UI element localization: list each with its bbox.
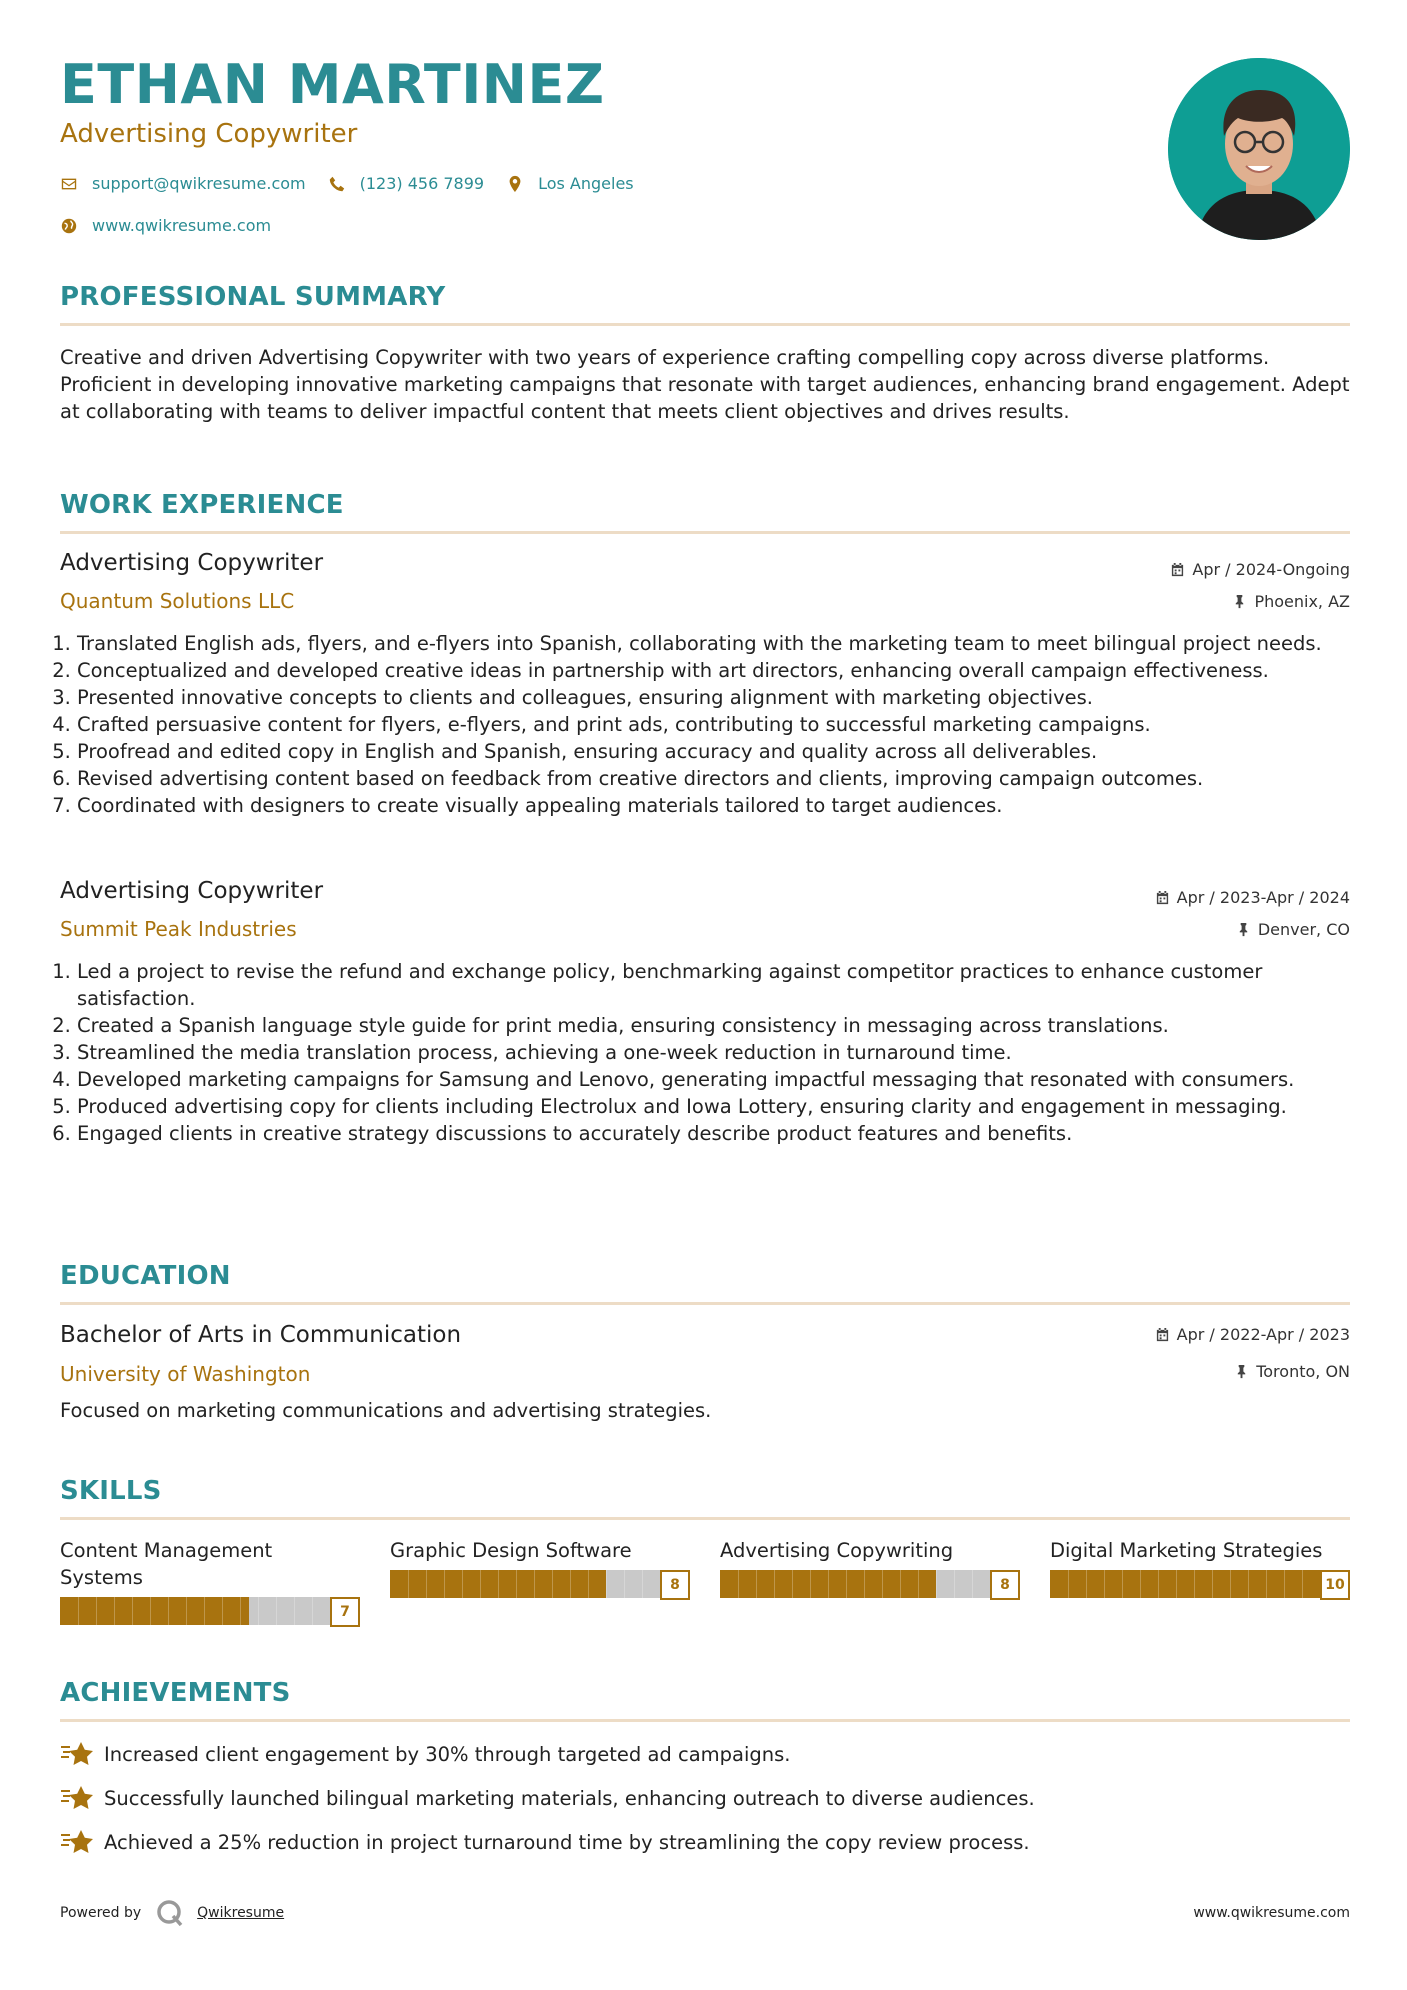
company-name: Quantum Solutions LLC — [60, 589, 295, 613]
contact-phone[interactable] — [328, 174, 484, 193]
education-description: Focused on marketing communications and advertising strategies. — [60, 1399, 712, 1422]
skill-track — [60, 1597, 330, 1625]
star-icon — [60, 1739, 94, 1769]
skill-segment — [240, 1597, 241, 1625]
skill-segment — [624, 1570, 625, 1598]
summary-text: Creative and driven Advertising Copywriter with two years of experience crafting compelling copy across diverse platforms. Proficient in developing innovative marketing campaigns that resonate with target audiences, enhancing brand engagement. Adept at collaborating with teams to deliver impactful content that meets client objectives and drives results. — [60, 346, 1350, 423]
contact-row — [60, 174, 656, 193]
star-icon — [60, 1827, 94, 1857]
achievement-item: Increased client engagement by 30% through targeted ad campaigns. — [60, 1739, 790, 1769]
job-bullets — [60, 958, 1367, 1147]
skill-segment — [1194, 1570, 1195, 1598]
skill-segment — [1104, 1570, 1105, 1598]
skill-segment — [1068, 1570, 1069, 1598]
list-item: 5. Produced advertising copy for clients including Electrolux and Iowa Lottery, ensuring clarity and engagement in messaging. — [77, 1093, 1367, 1120]
skill-segment — [954, 1570, 955, 1598]
skill-segment — [774, 1570, 775, 1598]
section-divider — [60, 1719, 1350, 1722]
skills-heading: SKILLS — [60, 1476, 1350, 1506]
skill-segment — [312, 1597, 313, 1625]
skill-segment — [444, 1570, 445, 1598]
skill-segment — [1122, 1570, 1123, 1598]
list-item: 7. Coordinated with designers to create visually appealing materials tailored to target audiences. — [77, 792, 1367, 819]
skill-segment — [810, 1570, 811, 1598]
job-location: Phoenix, AZ — [1232, 592, 1350, 611]
skill-segment — [462, 1570, 463, 1598]
skill-segment — [534, 1570, 535, 1598]
achievement-item: Successfully launched bilingual marketing materials, enhancing outreach to diverse audiences. — [60, 1783, 1035, 1813]
achievements-heading: ACHIEVEMENTS — [60, 1678, 1350, 1708]
summary-heading: PROFESSIONAL SUMMARY — [60, 282, 1350, 312]
skill-item — [1050, 1537, 1350, 1598]
company-name: Summit Peak Industries — [60, 917, 297, 941]
job-bullets — [60, 630, 1367, 819]
degree-title: Bachelor of Arts in Communication — [60, 1322, 462, 1348]
email-text: support@qwikresume.com — [92, 174, 306, 193]
skill-name: Digital Marketing Strategies — [1050, 1539, 1323, 1562]
skill-segment — [552, 1570, 553, 1598]
skill-segment — [114, 1597, 115, 1625]
skill-segment — [642, 1570, 643, 1598]
job-location: Denver, CO — [1236, 920, 1350, 939]
skill-segment — [1230, 1570, 1231, 1598]
website-text: www.qwikresume.com — [92, 216, 272, 235]
avatar-illustration — [1168, 58, 1350, 240]
globe-icon — [60, 217, 78, 235]
skill-segment — [276, 1597, 277, 1625]
skill-score: 7 — [330, 1597, 360, 1627]
skill-segment — [570, 1570, 571, 1598]
skill-bar — [60, 1597, 360, 1625]
list-item: 2. Created a Spanish language style guide for print media, ensuring consistency in messaging across translations. — [77, 1012, 1367, 1039]
skill-name: Advertising Copywriting — [720, 1539, 954, 1562]
section-divider — [60, 1302, 1350, 1305]
education-dates: Apr / 2022-Apr / 2023 — [1155, 1325, 1350, 1344]
contact-location — [506, 174, 634, 193]
map-pin-icon — [506, 175, 524, 193]
skill-item — [720, 1537, 1020, 1598]
star-icon — [60, 1783, 94, 1813]
skill-segment — [972, 1570, 973, 1598]
skill-segment — [1248, 1570, 1249, 1598]
skill-segment — [1086, 1570, 1087, 1598]
skill-segment — [864, 1570, 865, 1598]
skill-fill — [60, 1597, 249, 1625]
profile-photo — [1168, 58, 1350, 240]
phone-icon — [328, 175, 346, 193]
skill-segment — [846, 1570, 847, 1598]
job-dates: Apr / 2023-Apr / 2024 — [1155, 888, 1350, 907]
list-item: 6. Engaged clients in creative strategy discussions to accurately describe product features and benefits. — [77, 1120, 1367, 1147]
qwikresume-logo-icon — [155, 1898, 185, 1928]
skill-segment — [1176, 1570, 1177, 1598]
skill-segment — [936, 1570, 937, 1598]
skill-segment — [132, 1597, 133, 1625]
skill-fill — [1050, 1570, 1320, 1598]
calendar-icon — [1155, 1327, 1170, 1342]
skill-segment — [186, 1597, 187, 1625]
skill-segment — [294, 1597, 295, 1625]
phone-text: (123) 456 7899 — [359, 174, 485, 193]
list-item: 2. Conceptualized and developed creative ideas in partnership with art directors, enhancing overall campaign effectiveness. — [77, 657, 1367, 684]
skill-segment — [408, 1570, 409, 1598]
skill-segment — [78, 1597, 79, 1625]
skill-segment — [516, 1570, 517, 1598]
section-divider — [60, 531, 1350, 534]
list-item: 5. Proofread and edited copy in English and Spanish, ensuring accuracy and quality across all deliverables. — [77, 738, 1367, 765]
envelope-icon — [60, 175, 78, 193]
skill-item — [390, 1537, 690, 1598]
skill-segment — [900, 1570, 901, 1598]
powered-by-label: Powered by — [60, 1905, 142, 1921]
list-item: 3. Presented innovative concepts to clients and colleagues, ensuring alignment with marketing objectives. — [77, 684, 1367, 711]
skill-segment — [1284, 1570, 1285, 1598]
section-divider — [60, 1517, 1350, 1520]
skill-item — [60, 1537, 360, 1625]
skill-segment — [426, 1570, 427, 1598]
skill-segment — [918, 1570, 919, 1598]
list-item: 1. Led a project to revise the refund and exchange policy, benchmarking against competitor practices to enhance customer satisfaction. — [77, 958, 1367, 1012]
brand-link[interactable]: Qwikresume — [197, 1905, 285, 1921]
skill-track — [390, 1570, 660, 1598]
skill-bar — [390, 1570, 690, 1598]
list-item: 4. Developed marketing campaigns for Samsung and Lenovo, generating impactful messaging that resonated with consumers. — [77, 1066, 1367, 1093]
list-item: 6. Revised advertising content based on feedback from creative directors and clients, improving campaign outcomes. — [77, 765, 1367, 792]
skill-score: 8 — [660, 1570, 690, 1600]
section-divider — [60, 323, 1350, 326]
job-title: Advertising Copywriter — [60, 878, 324, 904]
skill-segment — [882, 1570, 883, 1598]
school-name: University of Washington — [60, 1362, 311, 1386]
candidate-name: ETHAN MARTINEZ — [60, 53, 605, 116]
skill-segment — [498, 1570, 499, 1598]
skill-name: Content Management Systems — [60, 1539, 273, 1589]
skill-segment — [222, 1597, 223, 1625]
job-dates: Apr / 2024-Ongoing — [1170, 560, 1350, 579]
footer-url[interactable]: www.qwikresume.com — [1193, 1905, 1350, 1921]
skill-segment — [1212, 1570, 1213, 1598]
skill-segment — [480, 1570, 481, 1598]
skill-bar — [720, 1570, 1020, 1598]
skill-name: Graphic Design Software — [390, 1539, 632, 1562]
skill-segment — [588, 1570, 589, 1598]
contact-website[interactable] — [60, 216, 271, 235]
contact-email[interactable] — [60, 174, 306, 193]
candidate-title: Advertising Copywriter — [60, 119, 358, 149]
skill-segment — [1266, 1570, 1267, 1598]
skill-segment — [150, 1597, 151, 1625]
footer — [60, 1898, 284, 1928]
skill-segment — [1140, 1570, 1141, 1598]
experience-heading: WORK EXPERIENCE — [60, 490, 1350, 520]
pushpin-icon — [1234, 1364, 1249, 1379]
education-heading: EDUCATION — [60, 1261, 1350, 1291]
skill-segment — [738, 1570, 739, 1598]
calendar-icon — [1170, 562, 1185, 577]
calendar-icon — [1155, 890, 1170, 905]
achievement-item: Achieved a 25% reduction in project turnaround time by streamlining the copy review process. — [60, 1827, 1030, 1857]
location-text: Los Angeles — [538, 174, 634, 193]
pushpin-icon — [1232, 594, 1247, 609]
skill-track — [720, 1570, 990, 1598]
skill-bar — [1050, 1570, 1350, 1598]
skill-segment — [1302, 1570, 1303, 1598]
skill-score: 10 — [1320, 1570, 1350, 1600]
skill-track — [1050, 1570, 1320, 1598]
skill-score: 8 — [990, 1570, 1020, 1600]
list-item: 1. Translated English ads, flyers, and e-flyers into Spanish, collaborating with the marketing team to meet bilingual project needs. — [77, 630, 1367, 657]
skill-segment — [828, 1570, 829, 1598]
skill-segment — [756, 1570, 757, 1598]
skill-segment — [204, 1597, 205, 1625]
skill-segment — [168, 1597, 169, 1625]
resume-page — [60, 0, 1350, 1990]
skill-segment — [1158, 1570, 1159, 1598]
skill-segment — [792, 1570, 793, 1598]
skill-segment — [96, 1597, 97, 1625]
skill-segment — [258, 1597, 259, 1625]
education-location: Toronto, ON — [1234, 1362, 1350, 1381]
skill-segment — [606, 1570, 607, 1598]
list-item: 4. Crafted persuasive content for flyers, e-flyers, and print ads, contributing to successful marketing campaigns. — [77, 711, 1367, 738]
contact-row-2 — [60, 216, 293, 235]
job-title: Advertising Copywriter — [60, 550, 324, 576]
pushpin-icon — [1236, 922, 1251, 937]
list-item: 3. Streamlined the media translation process, achieving a one-week reduction in turnaround time. — [77, 1039, 1367, 1066]
